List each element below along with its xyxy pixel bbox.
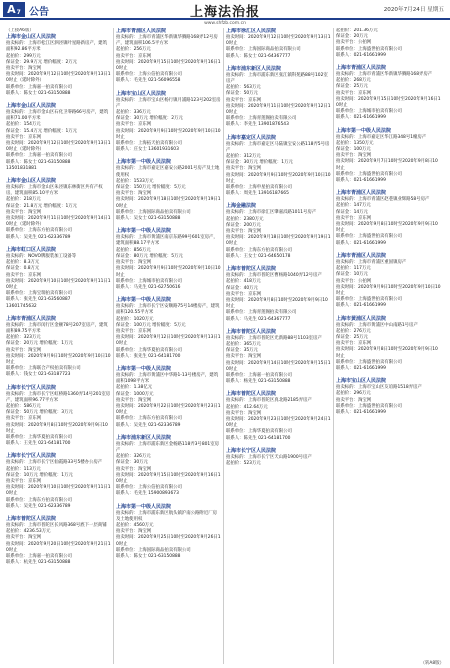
notice-line: 拍卖时间：2020年9月9日10时至2020年9月10日10时止	[226, 172, 331, 184]
notice-line: 联系人：021-61661999	[336, 240, 386, 246]
notice-line: 联系人：陈先生 021-64181700	[226, 435, 291, 441]
notice-court-name: 上海市金山区人民法院	[6, 178, 57, 185]
notice-line: 起拍价：336万元	[116, 110, 151, 116]
notice-line: 联系人：吴女士 021-63150888	[116, 216, 181, 222]
notice-column	[6, 28, 114, 664]
auction-notice	[336, 28, 442, 59]
notice-line: 联系单位：上海东方拍卖有限公司	[116, 416, 182, 422]
notice-line: 拍卖标的：上海市普陀区曹杨路1040弄12号房产	[226, 273, 322, 279]
auction-notice	[6, 516, 111, 566]
notice-line: 拍卖标的：上海市宝山区友谊路1518弄房产	[336, 385, 422, 391]
notice-line: 拍卖时间：2020年9月18日10时至2020年9月19日10时止	[116, 197, 221, 209]
notice-line: 联系人：王先生 021-64181700	[6, 441, 71, 447]
notice-line: 联系人：021-61661999	[336, 365, 386, 371]
notice-line: 起拍价：312万元	[226, 154, 261, 160]
notice-line: 拍卖标的：上海市青浦区赵巷镇业辉路58号房产	[336, 197, 430, 203]
notice-line: 拍卖时间：2020年9月8日10时至2020年9月9日10时止	[226, 297, 328, 310]
notice-line: 拍卖平台：淘宝网	[336, 153, 372, 159]
notice-line: 拍卖标的：上海市黄浦区南京东路99号601室房产，建筑面积88.17平方米	[116, 235, 218, 247]
newspaper-masthead: 上海法治报	[189, 5, 260, 20]
notice-court-name: 上海市第一中级人民法院	[116, 228, 172, 235]
notice-line: 起拍价：4560万元	[116, 523, 154, 528]
notice-line: 起拍价：586万元	[6, 403, 41, 409]
notice-line: 起拍价：1533万元	[116, 178, 154, 184]
notice-line: 拍卖标的：NOVO牌服装加工设备等	[6, 253, 77, 259]
notice-line: 起拍价：412.64万元	[226, 404, 268, 410]
notice-line: 保证金：25万元	[336, 84, 368, 90]
notice-court-name: 上海市第一中级人民法院	[336, 127, 392, 134]
page-header	[0, 0, 450, 20]
notice-line: 联系人：马先生 021-62750616	[116, 284, 181, 290]
notice-line: 拍卖平台：京东网	[6, 416, 42, 422]
notice-line: 拍卖平台：京东网	[336, 215, 372, 221]
notice-line: 联系人：李先生 13901876543	[226, 122, 289, 128]
notice-line: 拍卖标的：上海市浦东新区航头镇沪南公路附近厂房及土地使用权	[116, 510, 217, 522]
notice-line: 起拍价：563万元	[226, 85, 261, 91]
website-url: www.shfzb.com.cn	[204, 21, 246, 26]
notice-court-name: 上海市浦东新区人民法院	[116, 434, 172, 441]
auction-notice	[226, 329, 331, 386]
auction-notice	[226, 66, 331, 129]
notice-court-name: 上海市黄浦区人民法院	[336, 315, 387, 322]
notice-line: 拍卖平台：京东网	[336, 90, 372, 96]
notice-line: 联系人：张先生 021-63560887	[6, 297, 71, 303]
auction-notice	[336, 65, 442, 122]
notice-line: 保证金：50万元 增价幅度：3万元	[6, 410, 73, 416]
notice-line: 保证金：10万元	[336, 272, 368, 278]
notice-line: 联系单位：上海盛世拍卖有限公司	[336, 359, 402, 365]
notice-line: 拍卖时间：2020年9月9日10时至2020年9月10日10时止	[116, 266, 221, 278]
notice-line: 保证金：100万元	[336, 147, 371, 153]
notice-line: 13601745632	[6, 303, 37, 309]
notice-line: 起拍价：299万元	[6, 53, 41, 59]
notice-line: 联系单位：上海国际商品拍卖有限公司	[116, 209, 191, 215]
notice-line: 拍卖时间：2020年9月12日10时至2020年9月13日10时止（延时除外）	[6, 141, 111, 153]
notice-line: 拍卖平台：淘宝网	[116, 260, 152, 266]
continued-note: （转A8版）	[420, 661, 444, 666]
notice-line: 拍卖标的：上海市长宁区天山路1900号房产	[226, 454, 312, 460]
notice-line: 保证金：14万元	[336, 209, 368, 215]
notice-court-name: 上海金融法院	[226, 203, 257, 210]
notice-line: 保证金：30万元 增价幅度：1万元	[226, 160, 293, 166]
notice-line: 起拍价：4236.53万元	[6, 529, 51, 535]
notice-line: 起拍价：365万元	[226, 341, 261, 347]
notice-line: 联系单位：上海嘉一拍卖有限公司	[6, 554, 72, 560]
notice-line: 起拍价：218万元	[6, 197, 41, 203]
auction-notice	[336, 378, 442, 416]
notice-line: 拍卖时间：2020年9月20日10时至2020年9月21日10时止	[6, 541, 111, 553]
notice-line: 联系单位：上海嘉一拍卖有限公司	[6, 84, 72, 90]
notice-line: 拍卖平台：公拍网	[336, 40, 372, 46]
notice-line: 拍卖时间：2020年9月10日10时至2020年9月11日10时止	[6, 485, 111, 497]
notice-line: 拍卖平台：淘宝网	[116, 466, 152, 472]
notice-line: 拍卖标的：上海市松江区泗泾镇叶星路新房产，建筑面积92.86平方米	[6, 41, 107, 53]
issue-date: 2020年7月24日 星期五	[383, 7, 444, 13]
notice-line: 13501831881	[6, 165, 37, 171]
notice-court-name: 上海市长宁区人民法院	[6, 453, 57, 460]
notice-line: 联系单位：上海公信拍卖有限公司	[116, 72, 182, 78]
notice-court-name: 上海市青浦区人民法院	[116, 28, 167, 34]
notice-line: 拍卖时间：2020年9月22日10时至2020年9月23日10时止	[116, 403, 221, 416]
notice-column	[226, 28, 334, 664]
notice-line: 起拍价：201.36万元	[336, 28, 378, 33]
notice-line: 保证金：30万元 增价幅度：2万元	[116, 116, 183, 122]
notice-line: 起拍价：1020万元	[116, 316, 154, 322]
notice-line: 拍卖标的：上海市长宁区虹桥路1360弄14号201室房产，建筑面积96.77平方米	[6, 391, 111, 403]
auction-notice	[116, 228, 221, 291]
notice-line: 联系人：毛先生 15900893673	[116, 491, 179, 497]
notice-column	[116, 28, 224, 664]
notice-line: 起拍价：856万元	[116, 247, 151, 253]
notice-line: 拍卖标的：上海市长宁区安顺路75号14楼房产，建筑面积120.55平方米	[116, 304, 220, 316]
notice-court-name: 上海市嘉定区人民法院	[226, 134, 277, 141]
notice-line: 联系人：马先生 021-64367777	[226, 316, 291, 322]
auction-notice	[116, 159, 221, 222]
notice-court-name: 上海市青浦区人民法院	[336, 190, 387, 197]
notice-line: 拍卖时间：2020年9月14日10时至2020年9月15日10时止	[226, 360, 331, 372]
notice-line: 拍卖平台：京东网	[6, 134, 42, 140]
notice-line: 联系单位：上海盛世拍卖有限公司	[336, 403, 402, 409]
notice-line: 联系人：杨先生 021-63150888	[226, 379, 291, 385]
notice-court-name: 上海市宝山区人民法院	[336, 378, 387, 385]
auction-notice	[226, 448, 331, 467]
notice-line: 拍卖时间：2020年9月15日10时至2020年9月16日10时止	[116, 59, 221, 72]
notice-line: 联系单位：上海青莲阁拍卖有限公司	[226, 116, 297, 122]
notice-line: 保证金：25万元	[336, 334, 368, 340]
notice-line: 联系单位：上海东方拍卖有限公司	[226, 247, 292, 253]
auction-notice	[226, 203, 331, 260]
notice-line: 拍卖标的：上海市青浦区华新镇华腾路168弄12号房产，建筑面积106.5平方米	[116, 35, 218, 47]
notice-court-name: 上海市宝山区人民法院	[116, 90, 167, 97]
notice-line: 拍卖平台：淘宝网	[116, 529, 152, 535]
notice-line: 拍卖时间：2020年9月9日10时至2020年9月10日10时止	[336, 284, 441, 296]
notice-line: 联系单位：上海公信拍卖有限公司	[116, 485, 182, 491]
auction-notice	[116, 297, 221, 360]
notice-line: 拍卖平台：京东网	[116, 328, 152, 334]
notice-line: 联系人：杭先生 021-63150888	[6, 560, 71, 566]
notice-line: 联系单位：上海城市拍卖有限公司	[116, 278, 182, 284]
notice-line: 联系人：毛先生 021-56096558	[116, 78, 181, 84]
notice-line: 起拍价：523万元	[226, 460, 261, 466]
notice-line: 起拍价：154万元	[6, 122, 41, 128]
auction-notice	[6, 247, 111, 310]
notice-court-name: 上海市长宁区人民法院	[226, 447, 277, 454]
notice-line: 起拍价：117万元	[336, 266, 371, 272]
notice-line: 拍卖时间：2020年9月12日10时至2020年9月13日10时止	[116, 335, 221, 347]
notice-line: 保证金：200万元	[226, 222, 261, 228]
notice-line: 拍卖平台：淘宝网	[336, 397, 372, 403]
page-number: 7	[16, 8, 21, 16]
auction-notice	[226, 266, 331, 323]
notice-line: 联系人：吴先生 021-62336789	[6, 503, 71, 509]
auction-notice	[116, 91, 221, 154]
notice-line: 拍卖标的：上海市长宁区仙霞路33号5楼办公房产	[6, 460, 103, 466]
auction-notice	[116, 504, 221, 561]
notice-line: 保证金：1000万元	[116, 391, 154, 397]
auction-notice	[6, 103, 111, 172]
notice-line: 拍卖时间：2020年9月8日10时至2020年9月9日10时止	[336, 347, 438, 359]
notice-line: 联系单位：上海东方拍卖有限公司	[6, 228, 72, 234]
notice-court-name: 上海市第一中级人民法院	[116, 503, 172, 510]
auction-notice	[6, 34, 111, 97]
notice-line: 拍卖标的：上海市黄浦区中山南路1号房产	[336, 322, 418, 328]
notice-line: 起拍价：268万元	[336, 78, 371, 84]
notice-court-name: 上海市长宁区人民法院	[6, 384, 57, 391]
notice-line: 保证金：40万元	[226, 285, 258, 291]
notice-line: 联系单位：上海国际商品拍卖有限公司	[226, 47, 301, 53]
notice-line: 拍卖平台：京东网	[226, 97, 262, 103]
notice-line: 起拍价：256万元	[116, 47, 151, 53]
notice-line: 拍卖时间：2020年9月15日10时至2020年9月16日10时止	[116, 472, 221, 484]
auction-notice	[116, 28, 221, 85]
notice-line: 保证金：30万元	[116, 460, 148, 466]
notice-line: 拍卖平台：淘宝网	[6, 535, 42, 541]
notice-line: 联系单位：上海申星拍卖有限公司	[226, 185, 292, 191]
notice-line: 拍卖标的：上海市浦东新区张江镇科苑路88号102室房产	[226, 72, 328, 85]
notice-line: 联系单位：上海城市拍卖有限公司	[336, 109, 402, 115]
notice-line: 拍卖平台：淘宝网	[226, 410, 262, 416]
auction-notice	[226, 391, 331, 441]
auction-notice	[116, 435, 221, 498]
auction-notice	[336, 253, 442, 310]
notice-line: 拍卖平台：淘宝网	[116, 191, 152, 197]
notice-line: 联系单位：上海嘉一拍卖有限公司	[226, 372, 292, 378]
notice-line: 保证金：29.9万元 增价幅度：2万元	[6, 59, 78, 65]
notice-line: 起拍价：147万元	[336, 203, 371, 209]
notice-line: 拍卖标的：上海市黄浦区中华路1-13号楼房产，建筑面积1098平方米	[116, 372, 219, 385]
notice-line: 拍卖平台：京东网	[6, 272, 42, 278]
notice-line: 保证金：35万元	[226, 348, 258, 354]
notice-line: 拍卖标的：上海市闵行区金额78号207室房产，建筑面积89.75平方米	[6, 322, 108, 334]
notice-line: 拍卖平台：淘宝网	[226, 229, 262, 235]
notice-line: 拍卖标的：上海市普陀区光新路88号1103室房产	[226, 335, 322, 341]
notice-line: 联系人：周先生 13916187665	[226, 191, 289, 197]
auction-notice	[6, 453, 111, 510]
notice-line: 拍卖标的：上海市嘉定区马陆镇宝安公路118弄5号房产	[226, 141, 330, 153]
notice-line: 起拍价：326万元	[116, 454, 151, 460]
notice-court-name: 上海市第一中级人民法院	[116, 159, 172, 166]
notice-line: 保证金：0.8万元	[6, 266, 40, 272]
notice-court-name: 上海市金山区人民法院	[6, 34, 57, 41]
notice-line: 保证金：100万元 增价幅度：5万元	[116, 322, 186, 328]
notice-line: 联系单位：上海华夏拍卖有限公司	[116, 347, 182, 353]
notice-line: 起拍价：113万元	[6, 466, 41, 472]
notice-line: 联系单位：上海盛世拍卖有限公司	[336, 297, 402, 303]
notice-line: 联系人：庄女士 13601931603	[116, 147, 179, 153]
notice-line: 联系单位：上海宝瑞拍卖有限公司	[6, 291, 72, 297]
notice-line: 联系人：陈女士 021-63150888	[6, 159, 71, 165]
notice-line: 联系单位：上海华夏拍卖有限公司	[6, 434, 72, 440]
notice-court-name: 上海市普陀区人民法院	[6, 516, 57, 522]
notice-line: 拍卖时间：2020年9月7日10时至2020年9月8日10时止	[336, 159, 438, 171]
auction-notice	[116, 366, 221, 429]
notice-line: 拍卖平台：京东网	[6, 478, 42, 484]
notice-line: 拍卖标的：上海市嘉定区华江路348号1幢房产	[336, 134, 427, 140]
notice-line: 起拍价：418万元	[226, 279, 261, 285]
auction-notice	[226, 135, 331, 198]
notice-line: 起拍价：8.3万元	[6, 260, 40, 266]
notice-line: 联系单位：上海盛世拍卖有限公司	[336, 234, 402, 240]
notice-line: 拍卖平台：京东网	[116, 53, 152, 59]
notice-line: 拍卖平台：京东网	[226, 291, 262, 297]
notice-line: 拍卖标的：上海市金山区石化卫零路66号房产，建筑面积71.00平方米	[6, 110, 109, 122]
notice-line: 保证金：20万元	[336, 34, 368, 40]
notice-court-name: 上海市普陀区人民法院	[226, 266, 277, 273]
notice-line: 保证金：21.8万元 增价幅度：1万元	[6, 203, 78, 209]
notice-line: 拍卖时间：2020年9月23日10时至2020年9月24日10时止	[226, 416, 331, 429]
notice-columns	[6, 28, 446, 664]
notice-line: 联系单位：上海嘉一拍卖有限公司	[6, 153, 72, 159]
notice-line: 联系人：陈女士 021-63150888	[6, 90, 71, 96]
notice-line: 联系单位：上海华夏拍卖有限公司	[226, 429, 292, 435]
notice-line: 起拍价：2380万元	[226, 216, 264, 222]
notice-line: 拍卖平台：公拍网	[336, 278, 372, 284]
notice-line: 联系单位：上海拓天拍卖有限公司	[116, 141, 182, 147]
notice-line: 联系单位：上海盛世拍卖有限公司	[336, 171, 402, 177]
notice-line: 拍卖标的：上海市浦东新区金杨路118弄3号801室房产	[116, 441, 219, 453]
notice-line: 联系单位：上海青莲阁拍卖有限公司	[226, 310, 297, 316]
notice-line: 拍卖标的：上海市徐汇区肇嘉浜路1011号房产	[226, 210, 317, 216]
notice-line: 联系单位：上海盛世拍卖有限公司	[336, 46, 402, 52]
notice-line: 拍卖时间：2020年9月10日10时至2020年9月11日10时止	[6, 278, 111, 290]
notice-court-name: 上海市青浦区人民法院	[336, 252, 387, 259]
notice-line: 起拍价：1.38亿元	[116, 385, 153, 391]
notice-line: 保证金：10万元 增价幅度：1万元	[6, 472, 73, 478]
notice-line: 拍卖时间：2020年9月18日10时至2020年9月19日10时止	[226, 235, 331, 247]
notice-line: 拍卖标的：上海市青浦区华新镇华腾路168弄房产	[336, 72, 433, 78]
notice-line: 联系单位：上海国际商品拍卖有限公司	[116, 547, 191, 553]
notice-court-name: 上海市青浦区人民法院	[336, 65, 387, 72]
notice-line: 联系单位：上海东方拍卖有限公司	[6, 497, 72, 503]
notice-line: 拍卖时间：2020年9月25日10时至2020年9月26日10时止	[116, 535, 221, 547]
auction-notice	[336, 316, 442, 373]
notice-line: 拍卖平台：淘宝网	[6, 347, 42, 353]
auction-notice	[226, 28, 331, 60]
notice-court-name: 上海市浦东新区人民法院	[226, 65, 282, 72]
notice-court-name: 上海市青浦区人民法院	[6, 315, 57, 322]
notice-line: 联系人：陈女士 021-63150888	[116, 554, 181, 560]
notice-line: 起拍价：323万元	[6, 335, 41, 341]
notice-line: 拍卖时间：2020年9月8日10时至2020年9月9日10时止	[6, 422, 108, 434]
notice-line: 保证金：15.4万元 增价幅度：1万元	[6, 128, 78, 134]
notice-line: 拍卖标的：上海市嘉定区嘉安公路2001号房产及土地使用权	[116, 166, 220, 178]
notice-line: 起拍价：1350万元	[336, 140, 374, 146]
notice-line: 拍卖平台：京东网	[336, 341, 372, 347]
notice-line: 保证金：80万元 增价幅度：5万元	[116, 253, 183, 259]
notice-line: 拍卖时间：2020年9月12日10时至2020年9月13日10时止（延时除外）	[6, 72, 111, 84]
notice-line: 联系人：吴先生 021-62336789	[6, 234, 71, 240]
auction-notice	[6, 316, 111, 379]
notice-line: 保证金：20万元 增价幅度：1万元	[6, 341, 73, 347]
notice-line: 联系人：021-61661999	[336, 303, 386, 309]
auction-notice	[6, 385, 111, 448]
notice-column	[336, 28, 444, 664]
notice-line: 拍卖时间：2020年9月15日10时至2020年9月16日10时止	[336, 96, 441, 109]
section-name: 公告	[29, 7, 49, 18]
auction-notice	[336, 190, 442, 247]
notice-court-name: 上海市徐汇区人民法院	[226, 28, 277, 34]
notice-court-name: 上海市第一中级人民法院	[116, 297, 172, 304]
notice-court-name: 上海市虹口区人民法院	[6, 246, 57, 253]
continued-from: （上接A6版）	[6, 28, 34, 33]
notice-line: 拍卖平台：淘宝网	[226, 354, 262, 360]
notice-line: 拍卖平台：京东网	[116, 122, 152, 128]
notice-line: 联系人：021-61661999	[336, 52, 386, 58]
page-letter: A	[7, 3, 16, 16]
notice-line: 拍卖时间：2020年9月9日10时至2020年9月10日10时止	[6, 353, 111, 365]
notice-line: 拍卖时间：2020年9月12日10时至2020年9月13日10时止	[226, 35, 331, 47]
notice-line: 拍卖平台：淘宝网	[6, 209, 42, 215]
notice-line: 起拍价：296万元	[336, 391, 371, 397]
notice-line: 拍卖时间：2020年9月9日10时至2020年9月10日10时止	[116, 128, 221, 140]
notice-line: 联系人：陈女士 021-64367777	[226, 53, 291, 59]
notice-court-name: 上海市第一中级人民法院	[116, 365, 172, 372]
notice-line: 起拍价：276万元	[336, 328, 371, 334]
auction-notice	[336, 128, 442, 185]
notice-line: 拍卖时间：2020年9月8日10时至2020年9月9日10时止	[336, 222, 438, 234]
notice-court-name: 上海市金山区人民法院	[6, 103, 57, 110]
notice-line: 拍卖标的：上海市普陀区长风路368号底下一层商铺	[6, 523, 107, 528]
notice-line: 拍卖标的：上海市普陀区真北路2185弄房产	[226, 398, 312, 404]
notice-line: 联系人：钱女士 021-63187723	[6, 372, 71, 378]
notice-line: 拍卖平台：淘宝网	[6, 66, 42, 72]
notice-line: 拍卖标的：上海市青浦区重固镇房产	[336, 259, 407, 265]
auction-notice	[6, 178, 111, 241]
notice-line: 联系单位：上海联合产权拍卖有限公司	[6, 366, 81, 372]
notice-line: 拍卖标的：上海市宝山区杨行镇月浦路123号202室房产	[116, 97, 221, 109]
notice-line: 拍卖时间：2020年9月11日10时至2020年9月12日10时止	[226, 103, 331, 116]
notice-line: 保证金：50万元	[226, 91, 258, 97]
notice-line: 联系人：021-61661999	[336, 409, 386, 415]
notice-line: 联系人：吴先生 021-62336789	[116, 422, 181, 428]
notice-line: 联系人：王女士 021-64650178	[226, 253, 291, 259]
notice-line: 保证金：150万元 增价幅度：5万元	[116, 185, 186, 191]
notice-line: 拍卖标的：上海市金山区朱泾镇东林街区共有产权房，建筑面积85.10平方米	[6, 185, 103, 197]
notice-line: 联系人：021-61661999	[336, 178, 386, 184]
notice-line: 拍卖平台：淘宝网	[226, 166, 262, 172]
notice-line: 联系人：张先生 021-64181700	[116, 353, 181, 359]
notice-court-name: 上海市普陀区人民法院	[226, 391, 277, 398]
notice-line: 拍卖平台：淘宝网	[116, 397, 152, 403]
notice-court-name: 上海市普陀区人民法院	[226, 328, 277, 335]
notice-line: 联系人：021-61661999	[336, 115, 386, 121]
notice-line: 拍卖时间：2020年9月11日10时至2020年9月14日10时止（延时除外）	[6, 216, 111, 228]
